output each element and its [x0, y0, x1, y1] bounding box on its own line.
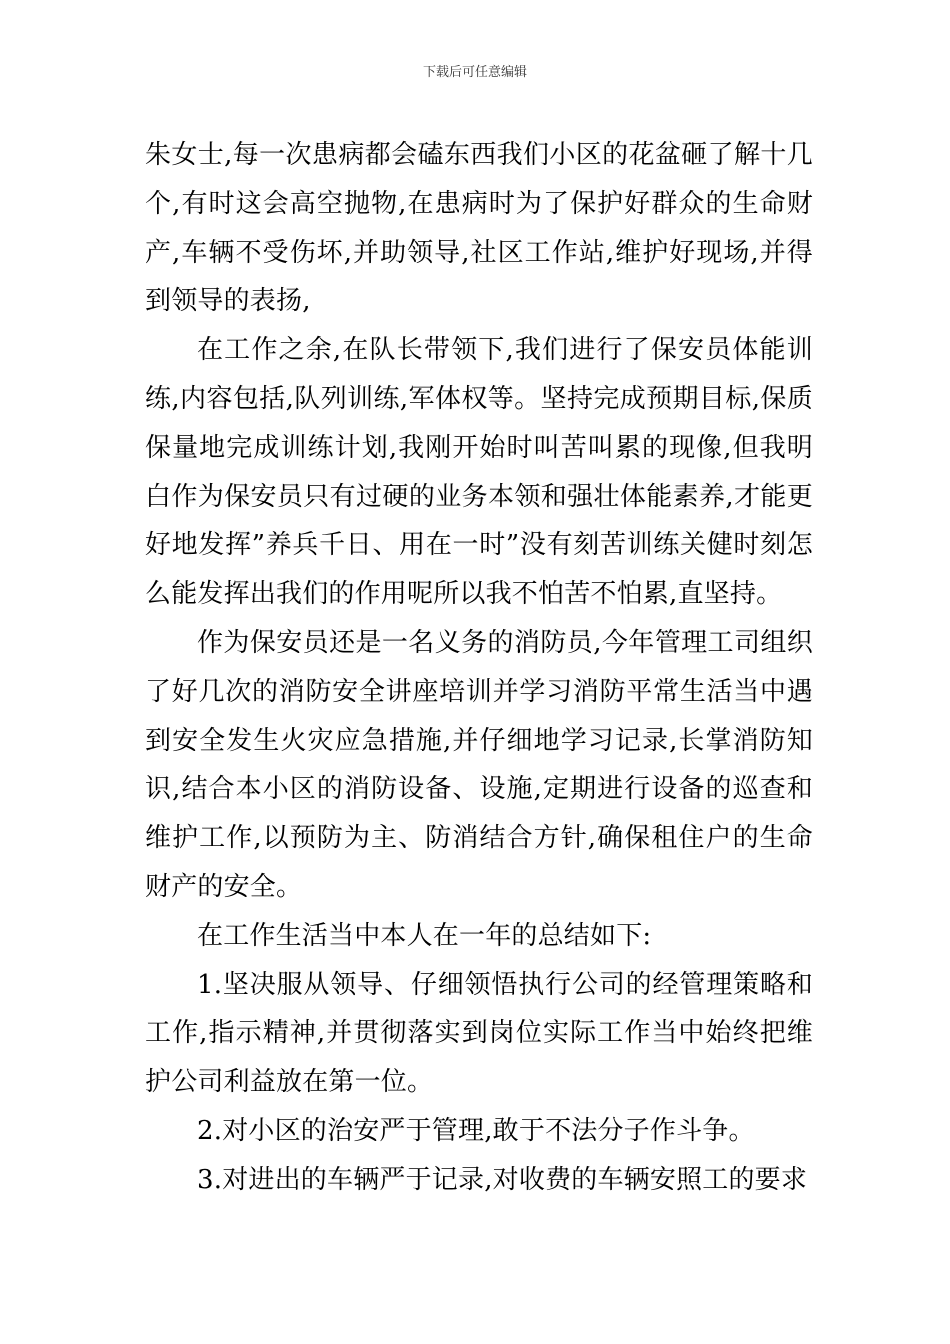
paragraph-2: 在工作之余,在队长带领下,我们进行了保安员体能训练,内容包括,队列训练,军体权等。坚持完成预期目标,保质保量地完成训练计划,我刚开始时叫苦叫累的现像,但我明白作为保安员只有过硬的业务本领和强壮体能素养,才能更好地发挥”养兵千日、用在一时”没有刻苦训练关健时刻怎么能发挥出我们的作用呢所以我不怕苦不怕累,直坚持。: [145, 335, 813, 610]
paragraph-3: 作为保安员还是一名义务的消防员,今年管理工司组织了好几次的消防安全讲座培训并学习消防平常生活当中遇到安全发生火灾应急措施,并仔细地学习记录,长掌消防知识,结合本小区的消防设备、设施,定期进行设备的巡查和维护工作,以预防为主、防消结合方针,确保租住户的生命财产的安全。: [145, 627, 813, 902]
list-item-1: 1.坚决服从领导、仔细领悟执行公司的经管理策略和工作,指示精神,并贯彻落实到岗位实际工作当中始终把维护公司利益放在第一位。: [145, 969, 813, 1098]
list-item-3: 3.对进出的车辆严于记录,对收费的车辆安照工的要求: [197, 1164, 808, 1195]
paragraph-1: 朱女士,每一次患病都会磕东西我们小区的花盆砸了解十几个,有时这会高空抛物,在患病时为了保护好群众的生命财产,车辆不受伤坏,并助领导,社区工作站,维护好现场,并得到领导的表扬,: [145, 140, 813, 317]
document-body: [145, 131, 813, 1205]
list-item-2: 2.对小区的治安严于管理,敢于不法分子作斗争。: [197, 1115, 755, 1146]
page-header: 下载后可任意编辑: [422, 65, 527, 80]
paragraph-4: 在工作生活当中本人在一年的总结如下:: [197, 920, 652, 951]
